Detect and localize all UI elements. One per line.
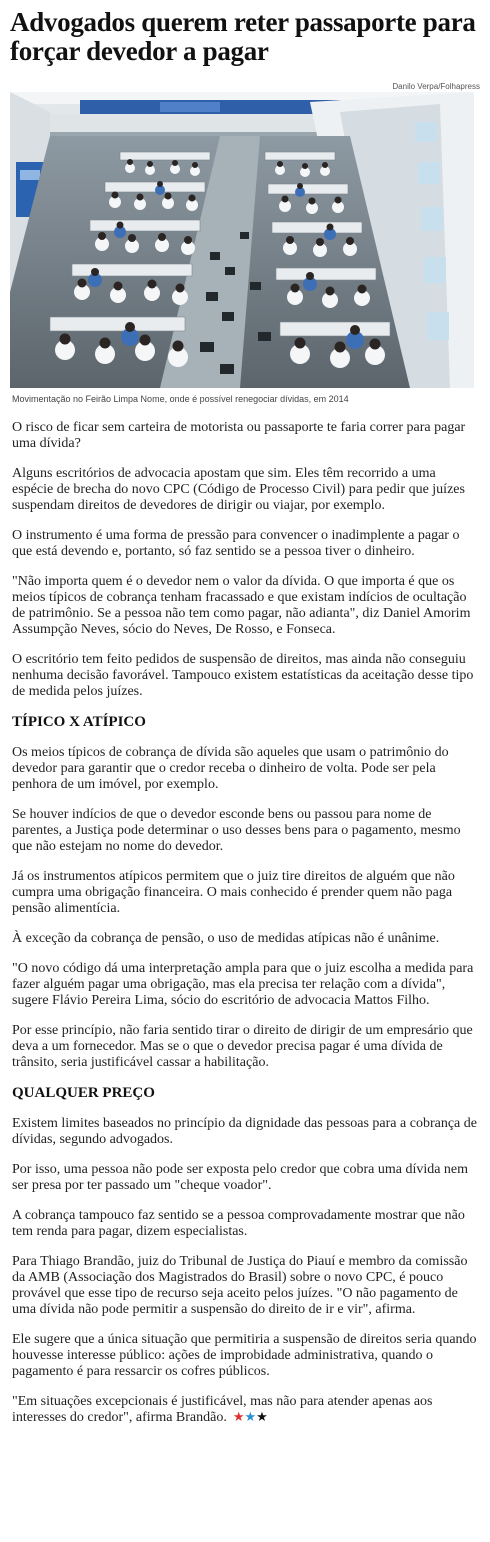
paragraph: À exceção da cobrança de pensão, o uso de medidas atípicas não é unânime. — [12, 931, 440, 946]
paragraph: A cobrança tampouco faz sentido se a pessoa comprovadamente mostrar que não tem renda para pagar, dizem especialistas. — [12, 1208, 465, 1239]
paragraph: Ele sugere que a única situação que permitiria a suspensão de direitos seria quando houvesse interesse público: ações de improbidade administrativa, quando o pagamento é para ressarcir os cofres públicos. — [12, 1332, 477, 1379]
crowd-hall-illustration — [10, 92, 474, 388]
black-star-icon: ★ — [256, 1410, 268, 1425]
paragraph: "O novo código dá uma interpretação ampla para que o juiz escolha a medida para fazer alguém pagar uma obrigação, mas ela precisa ter relação com a dívida", sugere Flávio Pereira Lima, sócio do escritório de advocacia Mattos Filho. — [12, 961, 474, 1008]
red-star-icon: ★ — [232, 1410, 245, 1425]
section-heading: QUALQUER PREÇO — [12, 1085, 155, 1101]
paragraph-final-text: "Em situações excepcionais é justificável, mas não para atender apenas aos interesses do credor", afirma Brandão. — [12, 1394, 433, 1425]
paragraph: Alguns escritórios de advocacia apostam que sim. Eles têm recorrido a uma espécie de brecha do novo CPC (Código de Processo Civil) para pedir que juízes suspendam direitos de devedores de dirigir ou viajar, por exemplo. — [12, 466, 465, 513]
photo-caption: Movimentação no Feirão Limpa Nome, onde é possível renegociar dívidas, em 2014 — [12, 394, 349, 404]
paragraph: Os meios típicos de cobrança de dívida são aqueles que usam o patrimônio do devedor para garantir que o credor receba o dinheiro de volta. Pode ser pela penhora de um imóvel, por exemplo. — [12, 745, 449, 792]
blue-star-icon: ★ — [244, 1410, 257, 1425]
paragraph: O risco de ficar sem carteira de motorista ou passaporte te faria correr para pagar uma dívida? — [12, 420, 466, 451]
paragraph: Para Thiago Brandão, juiz do Tribunal de Justiça do Piauí e membro da comissão da AMB (Associação dos Magistrados do Brasil) sobre o novo CPC, é pouco provável que esse tipo de recurso seja aceito pelos juízes. "O não pagamento de uma dívida não pode permitir a suspensão do direito de ir e vir", afirma. — [12, 1254, 468, 1317]
paragraph: Por isso, uma pessoa não pode ser exposta pelo credor que cobra uma dívida nem ser presa por ter passado um "cheque voador". — [12, 1162, 469, 1193]
end-of-article-stars-icon — [233, 1410, 268, 1425]
article-body — [12, 420, 478, 1440]
paragraph-final — [12, 1394, 478, 1426]
paragraph: Por esse princípio, não faria sentido tirar o direito de dirigir de um empresário que deva a um fornecedor. Mas se o que o devedor precisa pagar é uma dívida de trânsito, seria justificável cassar a habilitação. — [12, 1023, 473, 1070]
article-photo — [10, 92, 474, 388]
paragraph: O escritório tem feito pedidos de suspensão de direitos, mas ainda não conseguiu nenhuma decisão favorável. Tampouco existem estatísticas da aceitação desse tipo de medida pelos juízes. — [12, 652, 474, 699]
headline: Advogados querem reter passaporte para forçar devedor a pagar — [10, 7, 476, 66]
paragraph: Já os instrumentos atípicos permitem que o juiz tire direitos de alguém que não cumpra uma obrigação financeira. O mais conhecido é prender quem não paga pensão alimentícia. — [12, 869, 455, 916]
paragraph: Existem limites baseados no princípio da dignidade das pessoas para a cobrança de dívidas, segundo advogados. — [12, 1116, 477, 1147]
paragraph: O instrumento é uma forma de pressão para convencer o inadimplente a pagar o que está devendo e, portanto, só faz sentido se a pessoa tiver o dinheiro. — [12, 528, 460, 559]
paragraph: "Não importa quem é o devedor nem o valor da dívida. O que importa é que os meios típicos de cobrança tenham fracassado e que existam indícios de ocultação de patrimônio. Se a pessoa não tem como pagar, não adianta", diz Daniel Amorim Assumpção Neves, sócio do Neves, De Rosso, e Fonseca. — [12, 574, 471, 637]
paragraph: Se houver indícios de que o devedor esconde bens ou passou para nome de parentes, a Justiça pode determinar o uso desses bens para o pagamento, mesmo que não estejam no nome do devedor. — [12, 807, 461, 854]
section-heading: TÍPICO X ATÍPICO — [12, 714, 146, 730]
photo-credit: Danilo Verpa/Folhapress — [392, 82, 480, 91]
